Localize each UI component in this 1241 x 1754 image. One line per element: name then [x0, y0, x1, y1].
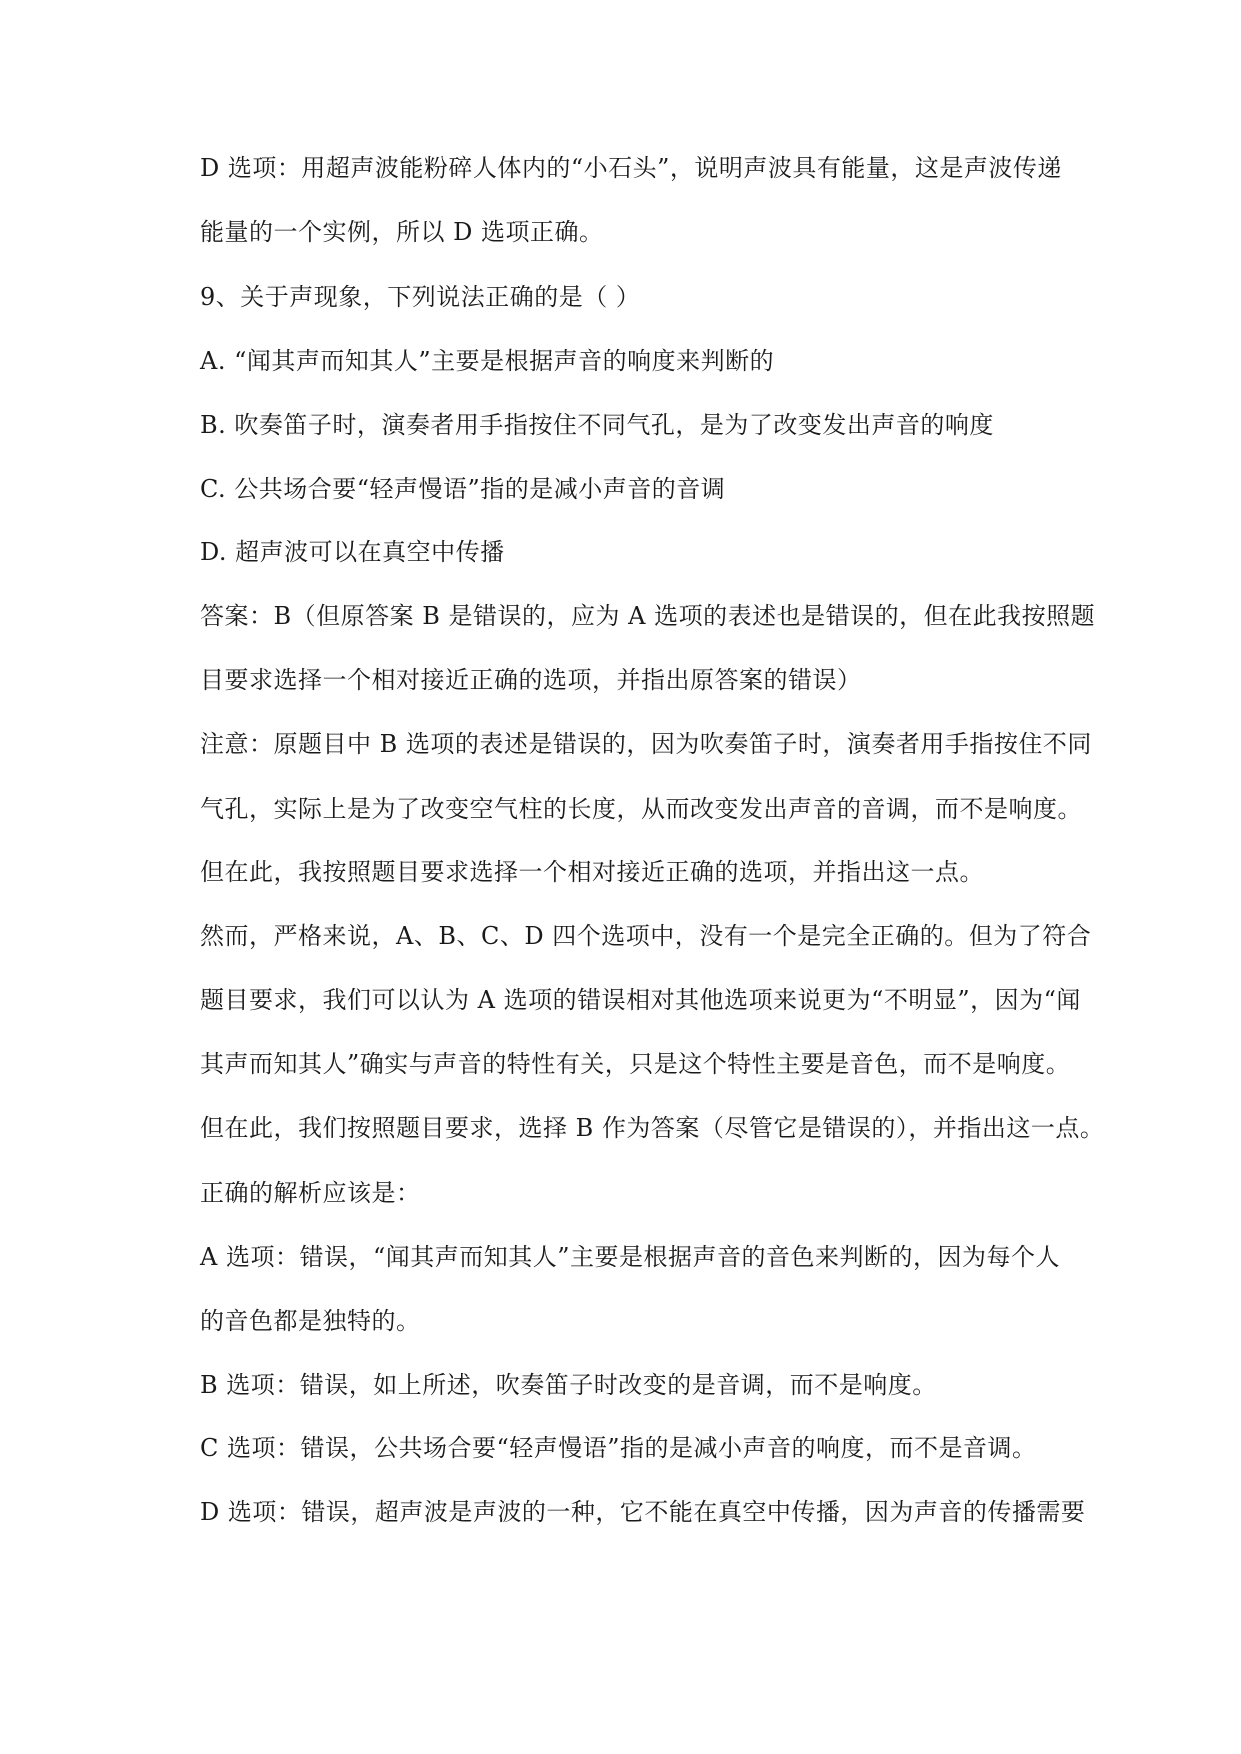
analysis-b: B 选项：错误，如上所述，吹奏笛子时改变的是音调，而不是响度。 [200, 1371, 937, 1399]
text-line-d-option-1: D 选项：用超声波能粉碎人体内的“小石头”，说明声波具有能量，这是声波传递 [200, 154, 1062, 182]
question-9-option-b: B. 吹奏笛子时，演奏者用手指按住不同气孔，是为了改变发出声音的响度 [200, 411, 994, 439]
question-9-option-a: A. “闻其声而知其人”主要是根据声音的响度来判断的 [200, 347, 775, 375]
however-line-2: 题目要求，我们可以认为 A 选项的错误相对其他选项来说更为“不明显”，因为“闻 [200, 986, 1081, 1014]
correct-analysis-heading: 正确的解析应该是： [200, 1179, 421, 1207]
question-9-option-c: C. 公共场合要“轻声慢语”指的是减小声音的音调 [200, 475, 726, 503]
however-line-4: 但在此，我们按照题目要求，选择 B 作为答案（尽管它是错误的），并指出这一点。 [200, 1114, 1105, 1142]
question-9-option-d: D. 超声波可以在真空中传播 [200, 538, 505, 566]
answer-line-2: 目要求选择一个相对接近正确的选项，并指出原答案的错误） [200, 666, 862, 694]
note-line-3: 但在此，我按照题目要求选择一个相对接近正确的选项，并指出这一点。 [200, 858, 984, 886]
analysis-a-line-2: 的音色都是独特的。 [200, 1307, 421, 1335]
text-line-d-option-2: 能量的一个实例，所以 D 选项正确。 [200, 218, 604, 246]
however-line-3: 其声而知其人”确实与声音的特性有关，只是这个特性主要是音色，而不是响度。 [200, 1050, 1071, 1078]
analysis-c: C 选项：错误，公共场合要“轻声慢语”指的是减小声音的响度，而不是音调。 [200, 1434, 1037, 1462]
however-line-1: 然而，严格来说，A、B、C、D 四个选项中，没有一个是完全正确的。但为了符合 [200, 922, 1092, 950]
answer-line-1: 答案：B（但原答案 B 是错误的，应为 A 选项的表述也是错误的，但在此我按照题 [200, 602, 1096, 630]
question-9-stem: 9、关于声现象，下列说法正确的是（ ） [200, 283, 641, 311]
analysis-d: D 选项：错误，超声波是声波的一种，它不能在真空中传播，因为声音的传播需要 [200, 1498, 1086, 1526]
note-line-2: 气孔，实际上是为了改变空气柱的长度，从而改变发出声音的音调，而不是响度。 [200, 795, 1082, 823]
analysis-a-line-1: A 选项：错误，“闻其声而知其人”主要是根据声音的音色来判断的，因为每个人 [200, 1243, 1060, 1271]
note-line-1: 注意：原题目中 B 选项的表述是错误的，因为吹奏笛子时，演奏者用手指按住不同 [200, 730, 1092, 758]
